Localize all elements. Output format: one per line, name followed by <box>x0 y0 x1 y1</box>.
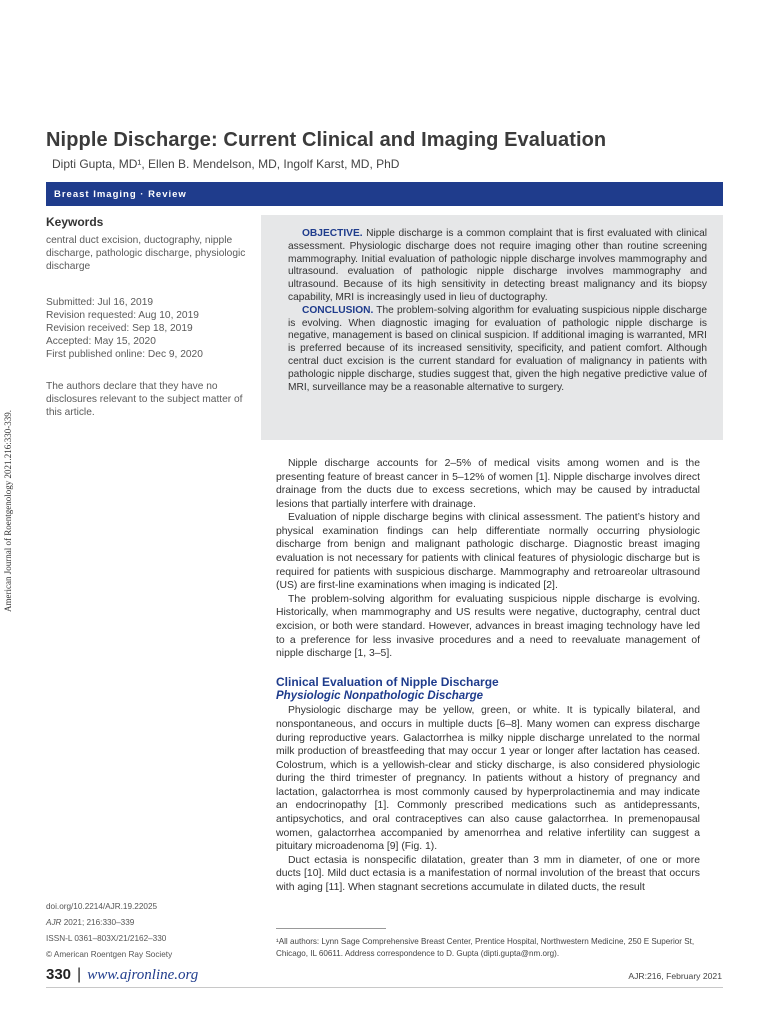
history-item: Revision received: Sep 18, 2019 <box>46 322 193 334</box>
history-item: First published online: Dec 9, 2020 <box>46 348 203 360</box>
article-metadata <box>46 899 256 963</box>
page-number: 330 <box>46 966 72 983</box>
keywords-text: central duct excision, ductography, nipple discharge, pathologic discharge, physiologic discharge <box>46 235 246 272</box>
article-title: Nipple Discharge: Current Clinical and Imaging Evaluation <box>46 129 607 151</box>
author-list: Dipti Gupta, MD¹, Ellen B. Mendelson, MD, Ingolf Karst, MD, PhD <box>52 157 400 171</box>
history-item: Accepted: May 15, 2020 <box>46 335 156 347</box>
citation-journal: AJR <box>46 917 62 927</box>
abstract-objective <box>288 228 707 305</box>
section-heading: Clinical Evaluation of Nipple Discharge <box>276 674 499 689</box>
left-sidebar <box>46 215 254 420</box>
submission-history <box>46 297 254 361</box>
objective-label: OBJECTIVE. <box>302 228 363 239</box>
body-paragraph: Evaluation of nipple discharge begins with clinical assessment. The patient’s history and physical examination findings can help differentiate normally occurring physiologic discharge from benign and malignant pathologic discharge. Diagnostic breast imaging evaluation is not necessary for patients with clinical features of physiologic discharge but is required for patients with suspicious discharge. Mammography and retroareolar ultrasound (US) are first-line examinations when imaging is indicated [2]. <box>276 512 700 592</box>
footer-separator: | <box>77 966 82 983</box>
conclusion-label: CONCLUSION. <box>302 304 374 316</box>
footer-divider <box>46 987 723 988</box>
abstract-box <box>261 215 723 440</box>
history-item: Submitted: Jul 16, 2019 <box>46 297 154 309</box>
issue-info: AJR:216, February 2021 <box>628 971 722 981</box>
history-item: Revision requested: Aug 10, 2019 <box>46 310 199 322</box>
disclosure-statement: The authors declare that they have no disclosures relevant to the subject matter of this article. <box>46 381 243 418</box>
side-citation <box>2 395 14 627</box>
objective-text: Nipple discharge is a common complaint that is first evaluated with clinical assessment. Physiologic discharge does not require imaging other than routine screening mammography. Initial evaluation of pathologic nipple discharge involves mammography and ultrasound. evaluation of pathologic nipple discharge involves mammography and ultrasound. Because of its high sensitivity in detecting breast malignancy and its biopsy capability, MRI is increasingly used in lieu of ductography. <box>288 228 707 303</box>
citation-details: 2021; 216:330–339 <box>61 917 135 927</box>
body-paragraph: Nipple discharge accounts for 2–5% of medical visits among women and is the presenting feature of breast cancer in 5–12% of women [1]. Nipple discharge involves direct drainage from the ducts due to excess secretions, which may be caused by intraductal lesions that partially interfere with drainage. <box>276 458 700 510</box>
page-footer <box>46 966 198 986</box>
body-paragraph: Physiologic discharge may be yellow, green, or white. It is typically bilateral, and nonspontaneous, and occurs in multiple ducts [6–8]. Many women can express discharge during reproductive years. Galactorrhea is milky nipple discharge unrelated to the normal milk production of breastfeeding that may occur 1 year or longer after lactation has ceased. Colostrum, which is a yellowish-clear and sticky discharge, is also considered physiologic during the third trimester of pregnancy. In patients without a history of pregnancy and lactation, galactorrhea is most commonly caused by hyperprolactinemia and may indicate an endocrinopathy [1]. Commonly prescribed medications such as antidepressants, antipsychotics, and oral contraceptives can also cause galactorrhea. In premenopausal women, galactorrhea accompanied by amenorrhea and relative infertility can suggest a pituitary microadenoma [9] (Fig. 1). <box>276 705 700 853</box>
side-citation-text: American Journal of Roentgenology 2021.216:330-339. <box>3 410 13 612</box>
conclusion-text: The problem-solving algorithm for evaluating suspicious nipple discharge is evolving. When diagnostic imaging for evaluation of pathologic nipple discharge is negative, management is based on clinical suspicion. If additional imaging is warranted, MRI is preferred because of its increased sensitivity, specificity, and patient comfort. Although central duct excision is the current standard for evaluation of malignancy in patients with pathologic nipple discharge, studies suggest that, given the high negative predictive value of MRI, surveillance may be a reasonable alternative to surgery. <box>288 304 707 393</box>
body-paragraph: The problem-solving algorithm for evaluating suspicious nipple discharge is evolving. Historically, when mammography and US results were negative, ductography, central duct excision, or both were standard. However, advances in breast imaging technology have led to a preference for less invasive procedures and a need to reevaluate management of nipple discharge [1, 3–5]. <box>276 593 700 660</box>
subsection-heading: Physiologic Nonpathologic Discharge <box>276 690 484 703</box>
body-paragraph: Duct ectasia is nonspecific dilatation, greater than 3 mm in diameter, of one or more ducts [10]. Mild duct ectasia is a manifestation of normal involution of the breast that occurs with aging [11]. When stagnant secretions accumulate in dilated ducts, the result <box>276 854 700 893</box>
journal-website-link[interactable]: www.ajronline.org <box>87 967 199 983</box>
keywords-heading: Keywords <box>46 215 104 229</box>
copyright: © American Roentgen Ray Society <box>46 949 173 959</box>
journal-citation <box>46 915 256 931</box>
footnote-divider <box>276 928 386 929</box>
issn: ISSN-L 0361–803X/21/2162–330 <box>46 933 167 943</box>
author-affiliation-footnote: ¹All authors: Lynn Sage Comprehensive Breast Center, Prentice Hospital, Northwestern Medicine, 250 E Superior St, Chicago, IL 60611. Address correspondence to D. Gupta (dipti.gupta@nm.org). <box>276 937 695 958</box>
section-label: Breast Imaging · Review <box>54 188 187 200</box>
section-banner <box>46 182 723 206</box>
article-body <box>276 457 700 895</box>
doi-link[interactable]: doi.org/10.2214/AJR.19.22025 <box>46 902 158 911</box>
abstract-conclusion <box>288 305 707 395</box>
